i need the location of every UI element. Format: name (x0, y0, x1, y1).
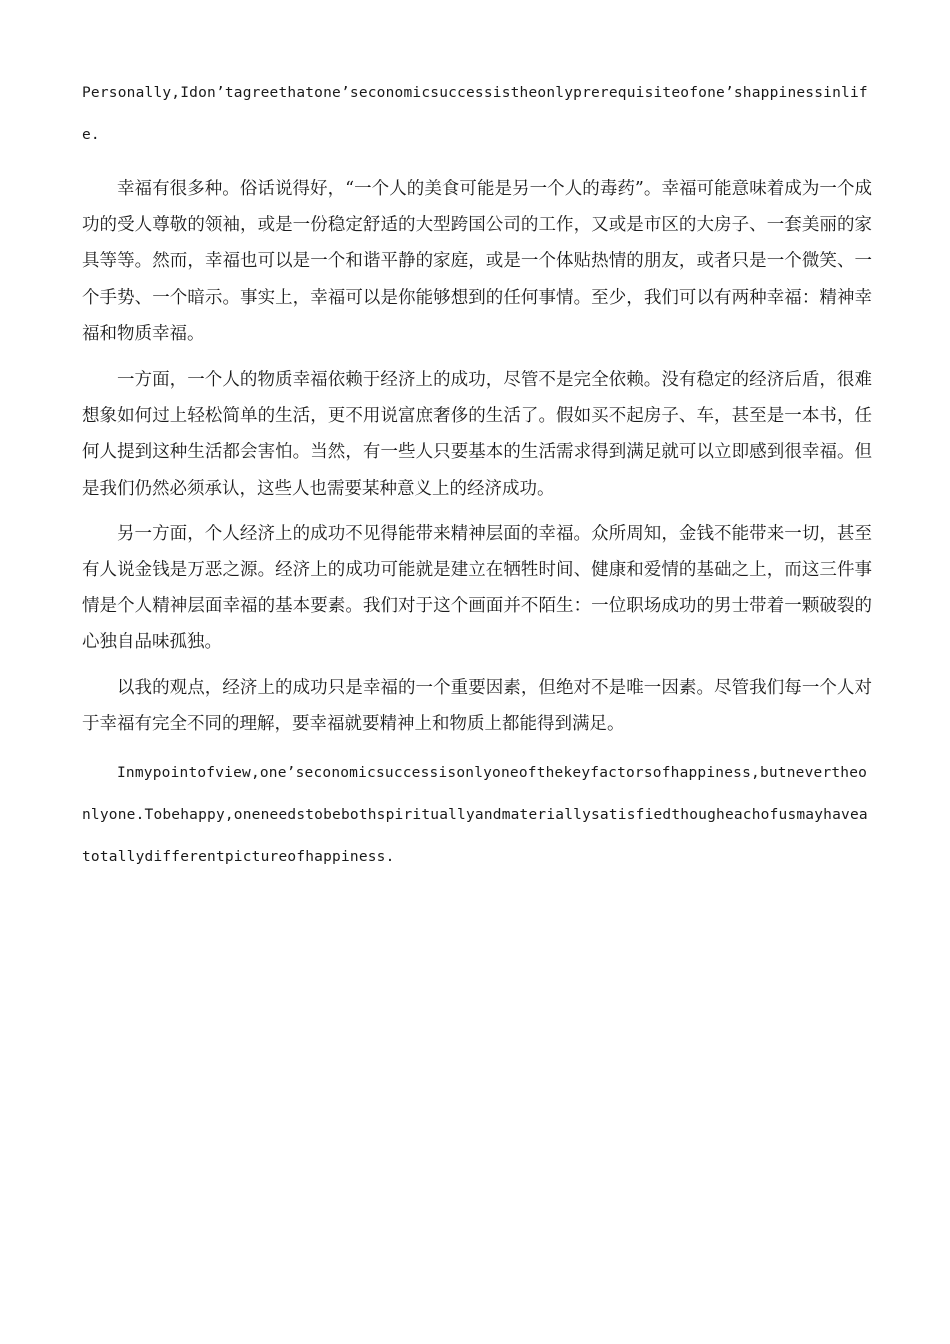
conclusion-paragraph-english: Inmypointofview,one’seconomicsuccessisonlyoneofthekeyfactorsofhappiness,butnevertheonlyone.Tobehappy,oneneedstobebothspirituallyandmateriallysatisfiedthougheachofusmayhaveatotallydifferentpictureofhappiness. (82, 765, 868, 866)
paragraph-material-happiness: 一方面，一个人的物质幸福依赖于经济上的成功，尽管不是完全依赖。没有稳定的经济后盾，很难想象如何过上轻松简单的生活，更不用说富庶奢侈的生活了。假如买不起房子、车，甚至是一本书，任何人提到这种生活都会害怕。当然，有一些人只要基本的生活需求得到满足就可以立即感到很幸福。但是我们仍然必须承认，这些人也需要某种意义上的经济成功。 (82, 370, 872, 499)
document-page (82, 72, 872, 878)
intro-paragraph-english: Personally,Idon’tagreethatone’seconomicsuccessistheonlyprerequisiteofone’shappinessinlife. (82, 85, 868, 143)
paragraph-opinion-chinese: 以我的观点，经济上的成功只是幸福的一个重要因素，但绝对不是唯一因素。尽管我们每一个人对于幸福有完全不同的理解，要幸福就要精神上和物质上都能得到满足。 (82, 677, 872, 734)
paragraph-spiritual-happiness: 另一方面，个人经济上的成功不见得能带来精神层面的幸福。众所周知，金钱不能带来一切，甚至有人说金钱是万恶之源。经济上的成功可能就是建立在牺牲时间、健康和爱情的基础之上，而这三件事情是个人精神层面幸福的基本要素。我们对于这个画面并不陌生：一位职场成功的男士带着一颗破裂的心独自品味孤独。 (82, 523, 872, 653)
paragraph-kinds-of-happiness: 幸福有很多种。俗话说得好，“一个人的美食可能是另一个人的毒药”。幸福可能意味着成为一个成功的受人尊敬的领袖，或是一份稳定舒适的大型跨国公司的工作，又或是市区的大房子、一套美丽的家具等等。然而，幸福也可以是一个和谐平静的家庭，或是一个体贴热情的朋友，或者只是一个微笑、一个手势、一个暗示。事实上，幸福可以是你能够想到的任何事情。至少，我们可以有两种幸福：精神幸福和物质幸福。 (82, 179, 872, 344)
